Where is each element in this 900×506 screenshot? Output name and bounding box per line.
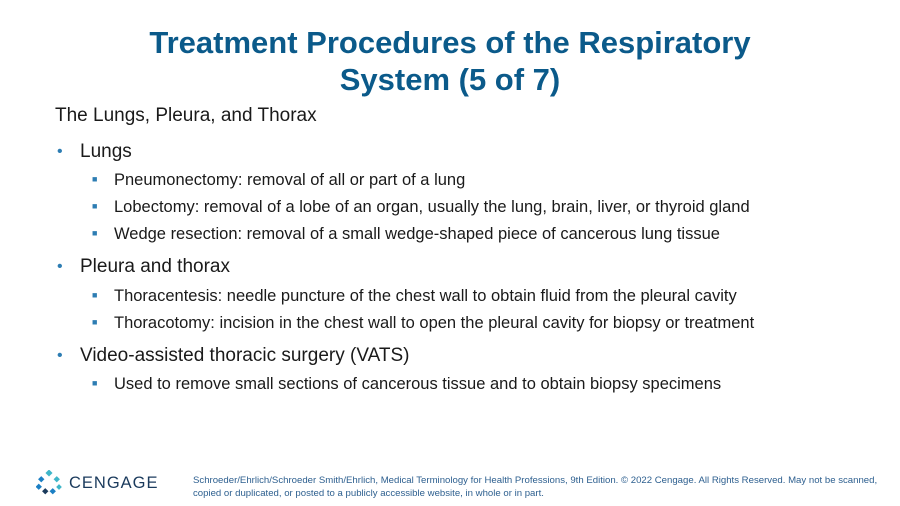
list-item-text: Pneumonectomy: removal of all or part of a lung <box>114 171 466 189</box>
section-heading-label: Video-assisted thoracic surgery (VATS) <box>80 345 410 366</box>
bullet-icon: • <box>57 143 63 160</box>
slide-title <box>60 24 840 98</box>
square-bullet-icon: ■ <box>92 228 98 238</box>
list-item-text: Used to remove small sections of cancerous tissue and to obtain biopsy specimens <box>114 375 722 393</box>
list-item <box>92 372 721 395</box>
bullet-icon: • <box>57 347 63 364</box>
cengage-logo <box>36 470 159 496</box>
slide-title-line-1: Treatment Procedures of the Respiratory <box>149 25 751 60</box>
square-bullet-icon: ■ <box>92 174 98 184</box>
list-item-text: Lobectomy: removal of a lobe of an organ, usually the lung, brain, liver, or thyroid gland <box>114 198 750 216</box>
square-bullet-icon: ■ <box>92 201 98 211</box>
bullet-icon: • <box>57 258 63 275</box>
square-bullet-icon: ■ <box>92 317 98 327</box>
square-bullet-icon: ■ <box>92 290 98 300</box>
section-heading-pleura-and-thorax <box>57 255 230 279</box>
list-item-text: Wedge resection: removal of a small wedge-shaped piece of cancerous lung tissue <box>114 225 720 243</box>
slide-subtitle: The Lungs, Pleura, and Thorax <box>55 105 317 126</box>
list-item <box>92 168 465 191</box>
section-heading-vats <box>57 344 409 368</box>
list-item-text: Thoracotomy: incision in the chest wall to open the pleural cavity for biopsy or treatment <box>114 314 755 332</box>
cengage-logo-icon <box>36 470 62 496</box>
list-item <box>92 195 750 218</box>
list-item <box>92 284 737 307</box>
list-item-text: Thoracentesis: needle puncture of the chest wall to obtain fluid from the pleural cavity <box>114 287 737 305</box>
copyright-notice: Schroeder/Ehrlich/Schroeder Smith/Ehrlich, Medical Terminology for Health Professions, 9th Edition. © 2022 Cengage. All Rights Reserved. May not be scanned, copied or duplicated, or posted to a publicly accessible website, in whole or in part. <box>193 475 878 499</box>
section-heading-label: Pleura and thorax <box>80 256 230 277</box>
list-item <box>92 311 754 334</box>
list-item <box>92 222 720 245</box>
section-heading-label: Lungs <box>80 141 132 162</box>
slide-title-line-2: System (5 of 7) <box>339 62 561 97</box>
square-bullet-icon: ■ <box>92 378 98 388</box>
section-heading-lungs <box>57 140 132 164</box>
cengage-logo-text: CENGAGE <box>69 473 159 492</box>
